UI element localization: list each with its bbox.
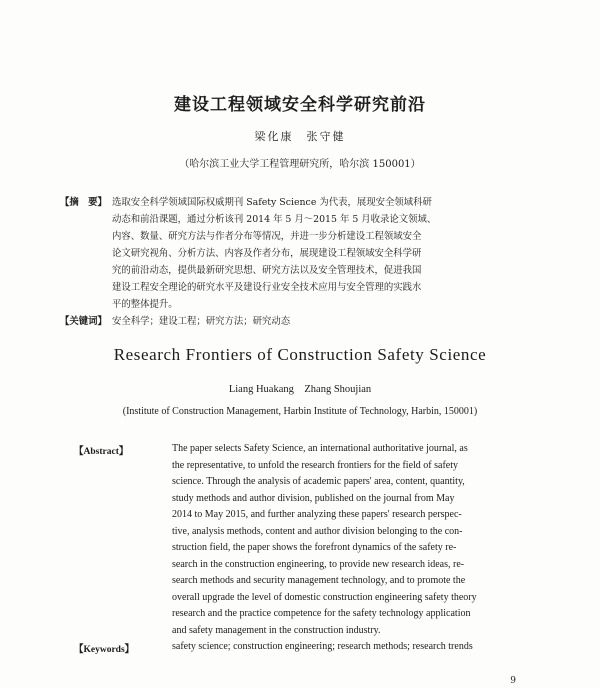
chinese-abstract-label: 【摘 要】 <box>60 197 107 208</box>
english-abstract-line: the representative, to unfold the research frontiers for the field of safety <box>172 459 458 471</box>
english-keywords-label: 【Keywords】 <box>74 645 135 655</box>
english-abstract-line: and safety management in the construction industry. <box>172 624 381 636</box>
english-abstract-line: search methods and security management technology, and to promote the <box>172 575 466 586</box>
chinese-abstract-line: 内容、数量、研究方法与作者分布等情况，并进一步分析建设工程领域安全 <box>112 231 422 242</box>
english-abstract-line: search in the construction engineering, to provide new research ideas, re- <box>172 558 465 570</box>
chinese-keywords-label: 【关键词】 <box>60 316 107 327</box>
english-abstract-label: 【Abstract】 <box>74 447 129 457</box>
chinese-abstract-line: 动态和前沿课题，通过分析该刊 2014 年 5 月～2015 年 5 月收录论文领域、 <box>112 214 437 225</box>
english-abstract-line: 2014 to May 2015, and further analyzing these papers' research perspec- <box>172 509 462 520</box>
chinese-abstract-line: 平的整体提升。 <box>112 299 178 310</box>
chinese-affiliation: （哈尔滨工业大学工程管理研究所，哈尔滨 150001） <box>179 159 421 170</box>
chinese-authors: 梁化康 张守健 <box>254 130 346 143</box>
english-abstract-line: research and the practice competence for the safety technology application <box>172 608 471 619</box>
chinese-abstract-line: 究的前沿动态，提供最新研究思想、研究方法以及安全管理技术，促进我国 <box>112 265 422 276</box>
chinese-abstract-line: 选取安全科学领域国际权威期刊 Safety Science 为代表，展现安全领域科研 <box>112 197 432 208</box>
english-abstract-line: science. Through the analysis of academic papers' area, content, quantity, <box>172 476 465 487</box>
chinese-abstract <box>112 194 522 314</box>
english-affiliation: (Institute of Construction Management, Harbin Institute of Technology, Harbin, 150001) <box>122 406 478 417</box>
chinese-title: 建设工程领域安全科学研究前沿 <box>174 95 426 115</box>
english-authors: Liang Huakang Zhang Shoujian <box>228 384 372 395</box>
chinese-keywords: 安全科学；建设工程；研究方法；研究动态 <box>112 316 291 327</box>
chinese-abstract-line: 建设工程安全理论的研究水平及建设行业安全技术应用与安全管理的实践水 <box>112 282 422 293</box>
english-abstract <box>172 443 532 643</box>
page-number: 9 <box>510 676 516 686</box>
english-keywords: safety science; construction engineering; research methods; research trends <box>172 641 473 652</box>
english-abstract-line: The paper selects Safety Science, an international authoritative journal, as <box>172 443 468 454</box>
english-title: Research Frontiers of Construction Safety Science <box>113 345 487 364</box>
english-abstract-line: tive, analysis methods, content and author division belonging to the con- <box>172 525 463 537</box>
english-abstract-line: study methods and author division, published on the journal from May <box>172 492 455 504</box>
english-abstract-line: overall upgrade the level of domestic construction engineering safety theory <box>172 591 477 603</box>
chinese-abstract-line: 论文研究视角、分析方法、内容及作者分布，展现建设工程领域安全科学研 <box>112 248 422 259</box>
english-abstract-line: struction field, the paper shows the forefront dynamics of the safety re- <box>172 542 457 553</box>
